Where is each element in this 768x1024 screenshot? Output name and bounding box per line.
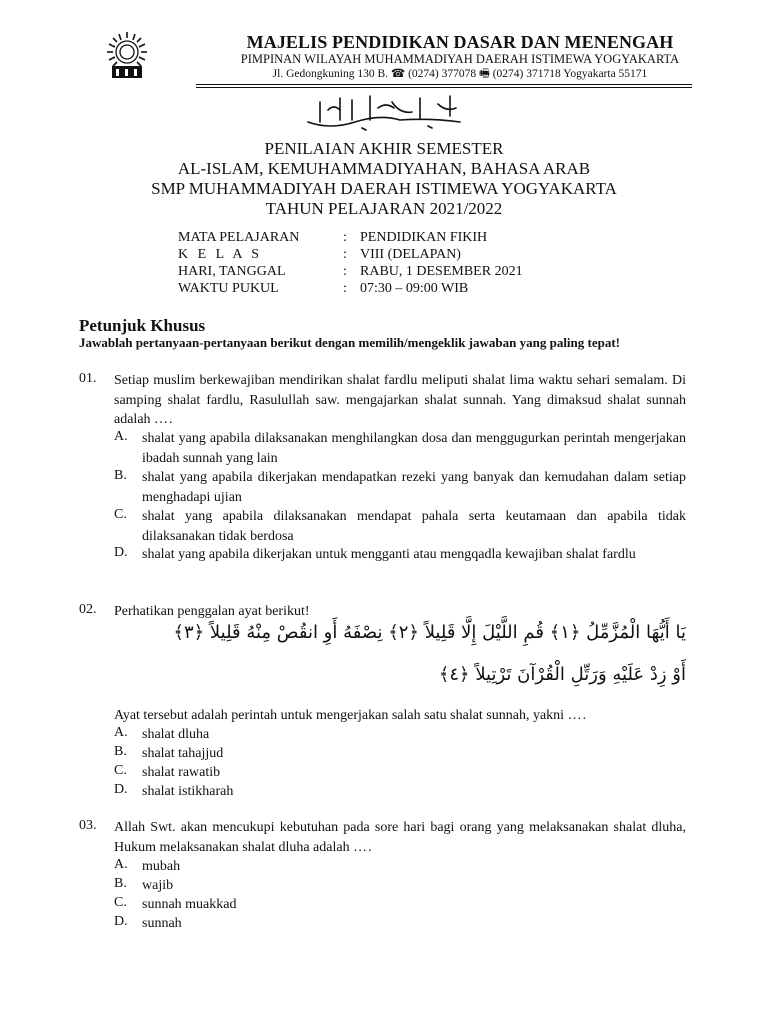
info-colon: : bbox=[343, 247, 347, 262]
option-d-text[interactable]: shalat istikharah bbox=[142, 784, 234, 799]
option-letter: D. bbox=[114, 914, 128, 929]
organization-subtitle: PIMPINAN WILAYAH MUHAMMADIYAH DAERAH ISTIMEWA YOGYAKARTA bbox=[240, 52, 680, 66]
option-a-text[interactable]: shalat yang apabila dilaksanakan menghilangkan dosa dan menggugurkan perintah mengerjakan ibadah sunnah yang lain bbox=[142, 431, 686, 466]
question-ellipsis: …. bbox=[353, 839, 373, 855]
option-c-text[interactable]: shalat rawatib bbox=[142, 765, 221, 780]
option-letter: D. bbox=[114, 782, 128, 797]
info-label: HARI, TANGGAL bbox=[178, 264, 286, 279]
header-divider bbox=[196, 84, 692, 85]
option-letter: A. bbox=[114, 429, 128, 444]
question-text bbox=[114, 818, 686, 857]
question-stem: Allah Swt. akan mencukupi kebutuhan pada sore hari bagi orang yang melaksanakan shalat dluha, Hukum melaksanakan shalat dluha adalah bbox=[114, 820, 686, 855]
directions-text: Jawablah pertanyaan-pertanyaan berikut dengan memilih/mengeklik jawaban yang paling tepat! bbox=[79, 335, 621, 350]
option-letter: B. bbox=[114, 744, 127, 759]
header-divider-thin bbox=[196, 87, 692, 88]
option-d-text[interactable]: shalat yang apabila dikerjakan untuk mengganti atau mengqadla kewajiban shalat fardlu bbox=[142, 547, 636, 562]
question-number: 01. bbox=[79, 371, 97, 386]
info-value: PENDIDIKAN FIKIH bbox=[360, 230, 488, 245]
option-b-text[interactable]: shalat yang apabila dikerjakan mendapatkan rezeki yang banyak dan kemudahan dalam setiap menghadapi ujian bbox=[142, 470, 686, 505]
quran-verse-line-1: يَا أَيُّهَا الْمُزَّمِّلُ ﴿١﴾ قُمِ اللَّيْلَ إِلَّا قَلِيلاً ﴿٢﴾ نِصْفَهُ أَوِ انقُصْ مِنْهُ قَلِيلاً ﴿٣﴾ bbox=[173, 622, 686, 643]
muhammadiyah-logo bbox=[98, 30, 156, 80]
option-d-text[interactable]: sunnah bbox=[142, 916, 182, 931]
exam-title-3: SMP MUHAMMADIYAH DAERAH ISTIMEWA YOGYAKARTA bbox=[151, 179, 617, 198]
option-letter: A. bbox=[114, 857, 128, 872]
info-value: 07:30 – 09:00 WIB bbox=[360, 281, 469, 296]
organization-title: MAJELIS PENDIDIKAN DASAR DAN MENENGAH bbox=[246, 32, 674, 52]
option-letter: C. bbox=[114, 895, 127, 910]
option-letter: A. bbox=[114, 725, 128, 740]
exam-title-2: AL-ISLAM, KEMUHAMMADIYAHAN, BAHASA ARAB bbox=[177, 159, 591, 178]
option-c-text[interactable]: shalat yang apabila dilaksanakan mendapat pahala serta keutamaan dan apabila tidak dilaksanakan tidak berdosa bbox=[142, 509, 686, 544]
option-letter: C. bbox=[114, 507, 127, 522]
question-number: 03. bbox=[79, 818, 97, 833]
option-c-text[interactable]: sunnah muakkad bbox=[142, 897, 237, 912]
info-value: VIII (DELAPAN) bbox=[360, 247, 461, 262]
info-colon: : bbox=[343, 281, 347, 296]
option-letter: D. bbox=[114, 545, 128, 560]
directions-title: Petunjuk Khusus bbox=[79, 316, 206, 335]
basmala-calligraphy bbox=[300, 92, 470, 134]
info-label: K E L A S bbox=[178, 247, 260, 262]
exam-title-4: TAHUN PELAJARAN 2021/2022 bbox=[265, 199, 503, 218]
option-letter: C. bbox=[114, 763, 127, 778]
question-stem: Ayat tersebut adalah perintah untuk mengerjakan salah satu shalat sunnah, yakni bbox=[114, 708, 565, 723]
question-intro: Perhatikan penggalan ayat berikut! bbox=[114, 604, 310, 619]
exam-title-1: PENILAIAN AKHIR SEMESTER bbox=[264, 139, 504, 158]
info-value: RABU, 1 DESEMBER 2021 bbox=[360, 264, 523, 279]
option-b-text[interactable]: shalat tahajjud bbox=[142, 746, 224, 761]
question-text bbox=[114, 706, 686, 726]
question-stem: Setiap muslim berkewajiban mendirikan shalat fardlu meliputi shalat lima waktu sehari semalam. Di samping shalat fardlu, Rasulullah saw. mengajarkan shalat sunnah. Yang dimaksud shalat sunnah adalah bbox=[114, 373, 686, 427]
info-label: WAKTU PUKUL bbox=[178, 281, 279, 296]
option-a-text[interactable]: mubah bbox=[142, 859, 181, 874]
option-a-text[interactable]: shalat dluha bbox=[142, 727, 210, 742]
info-colon: : bbox=[343, 264, 347, 279]
option-letter: B. bbox=[114, 468, 127, 483]
quran-verse-line-2: أَوْ زِدْ عَلَيْهِ وَرَتِّلِ الْقُرْآنَ تَرْتِيلاً ﴿٤﴾ bbox=[438, 664, 686, 685]
question-text bbox=[114, 371, 686, 430]
question-ellipsis: …. bbox=[154, 412, 174, 427]
question-number: 02. bbox=[79, 602, 97, 617]
option-b-text[interactable]: wajib bbox=[142, 878, 174, 893]
info-colon: : bbox=[343, 230, 347, 245]
organization-address: Jl. Gedongkuning 130 B. ☎ (0274) 377078 🖷 (0274) 371718 Yogyakarta 55171 bbox=[272, 68, 648, 80]
question-ellipsis: …. bbox=[567, 708, 588, 723]
option-letter: B. bbox=[114, 876, 127, 891]
info-label: MATA PELAJARAN bbox=[178, 230, 300, 245]
